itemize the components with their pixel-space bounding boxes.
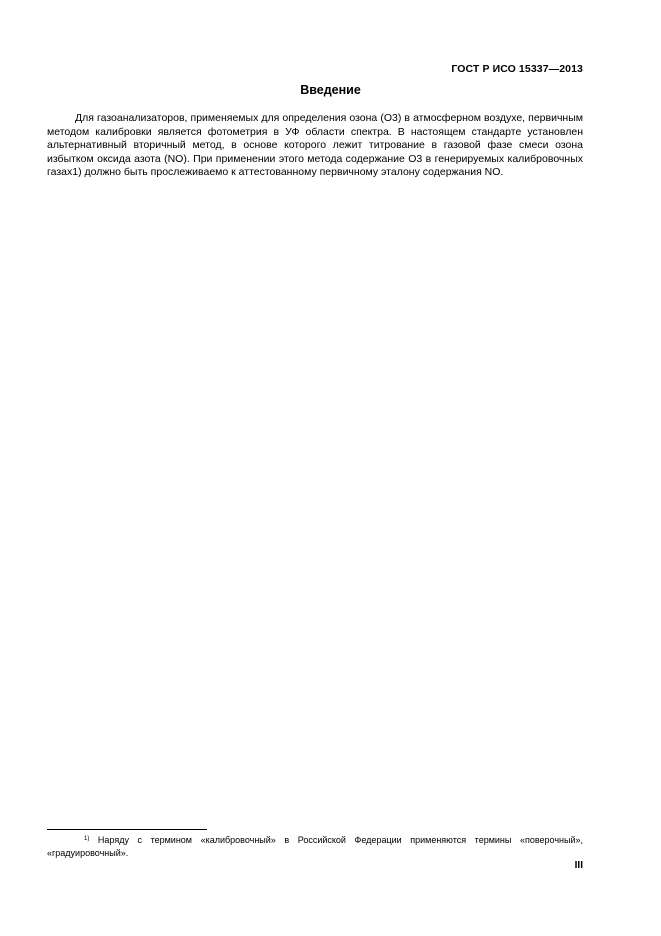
footnote-text: Наряду с термином «калибровочный» в Российской Федерации применяются термины «поверочный», «градуировочный». — [47, 835, 583, 858]
intro-paragraph: Для газоанализаторов, применяемых для определения озона (О3) в атмосферном воздухе, первичным методом калибровки является фотометрия в УФ области спектра. В настоящем стандарте установлен альтернативный вторичный метод, в основе которого лежит титрование в газовой фазе смеси озона избытком оксида азота (NO). При применении этого метода содержание О3 в генерируемых калибровочных газах1) должно быть прослеживаемо к аттестованному первичному эталону содержания NO. — [47, 112, 583, 179]
footnote — [47, 834, 583, 860]
section-title: Введение — [300, 83, 361, 97]
footnote-divider — [47, 829, 207, 830]
document-code: ГОСТ Р ИСО 15337—2013 — [451, 63, 583, 75]
page-number: III — [574, 860, 583, 871]
footnote-marker: 1) — [84, 836, 90, 842]
